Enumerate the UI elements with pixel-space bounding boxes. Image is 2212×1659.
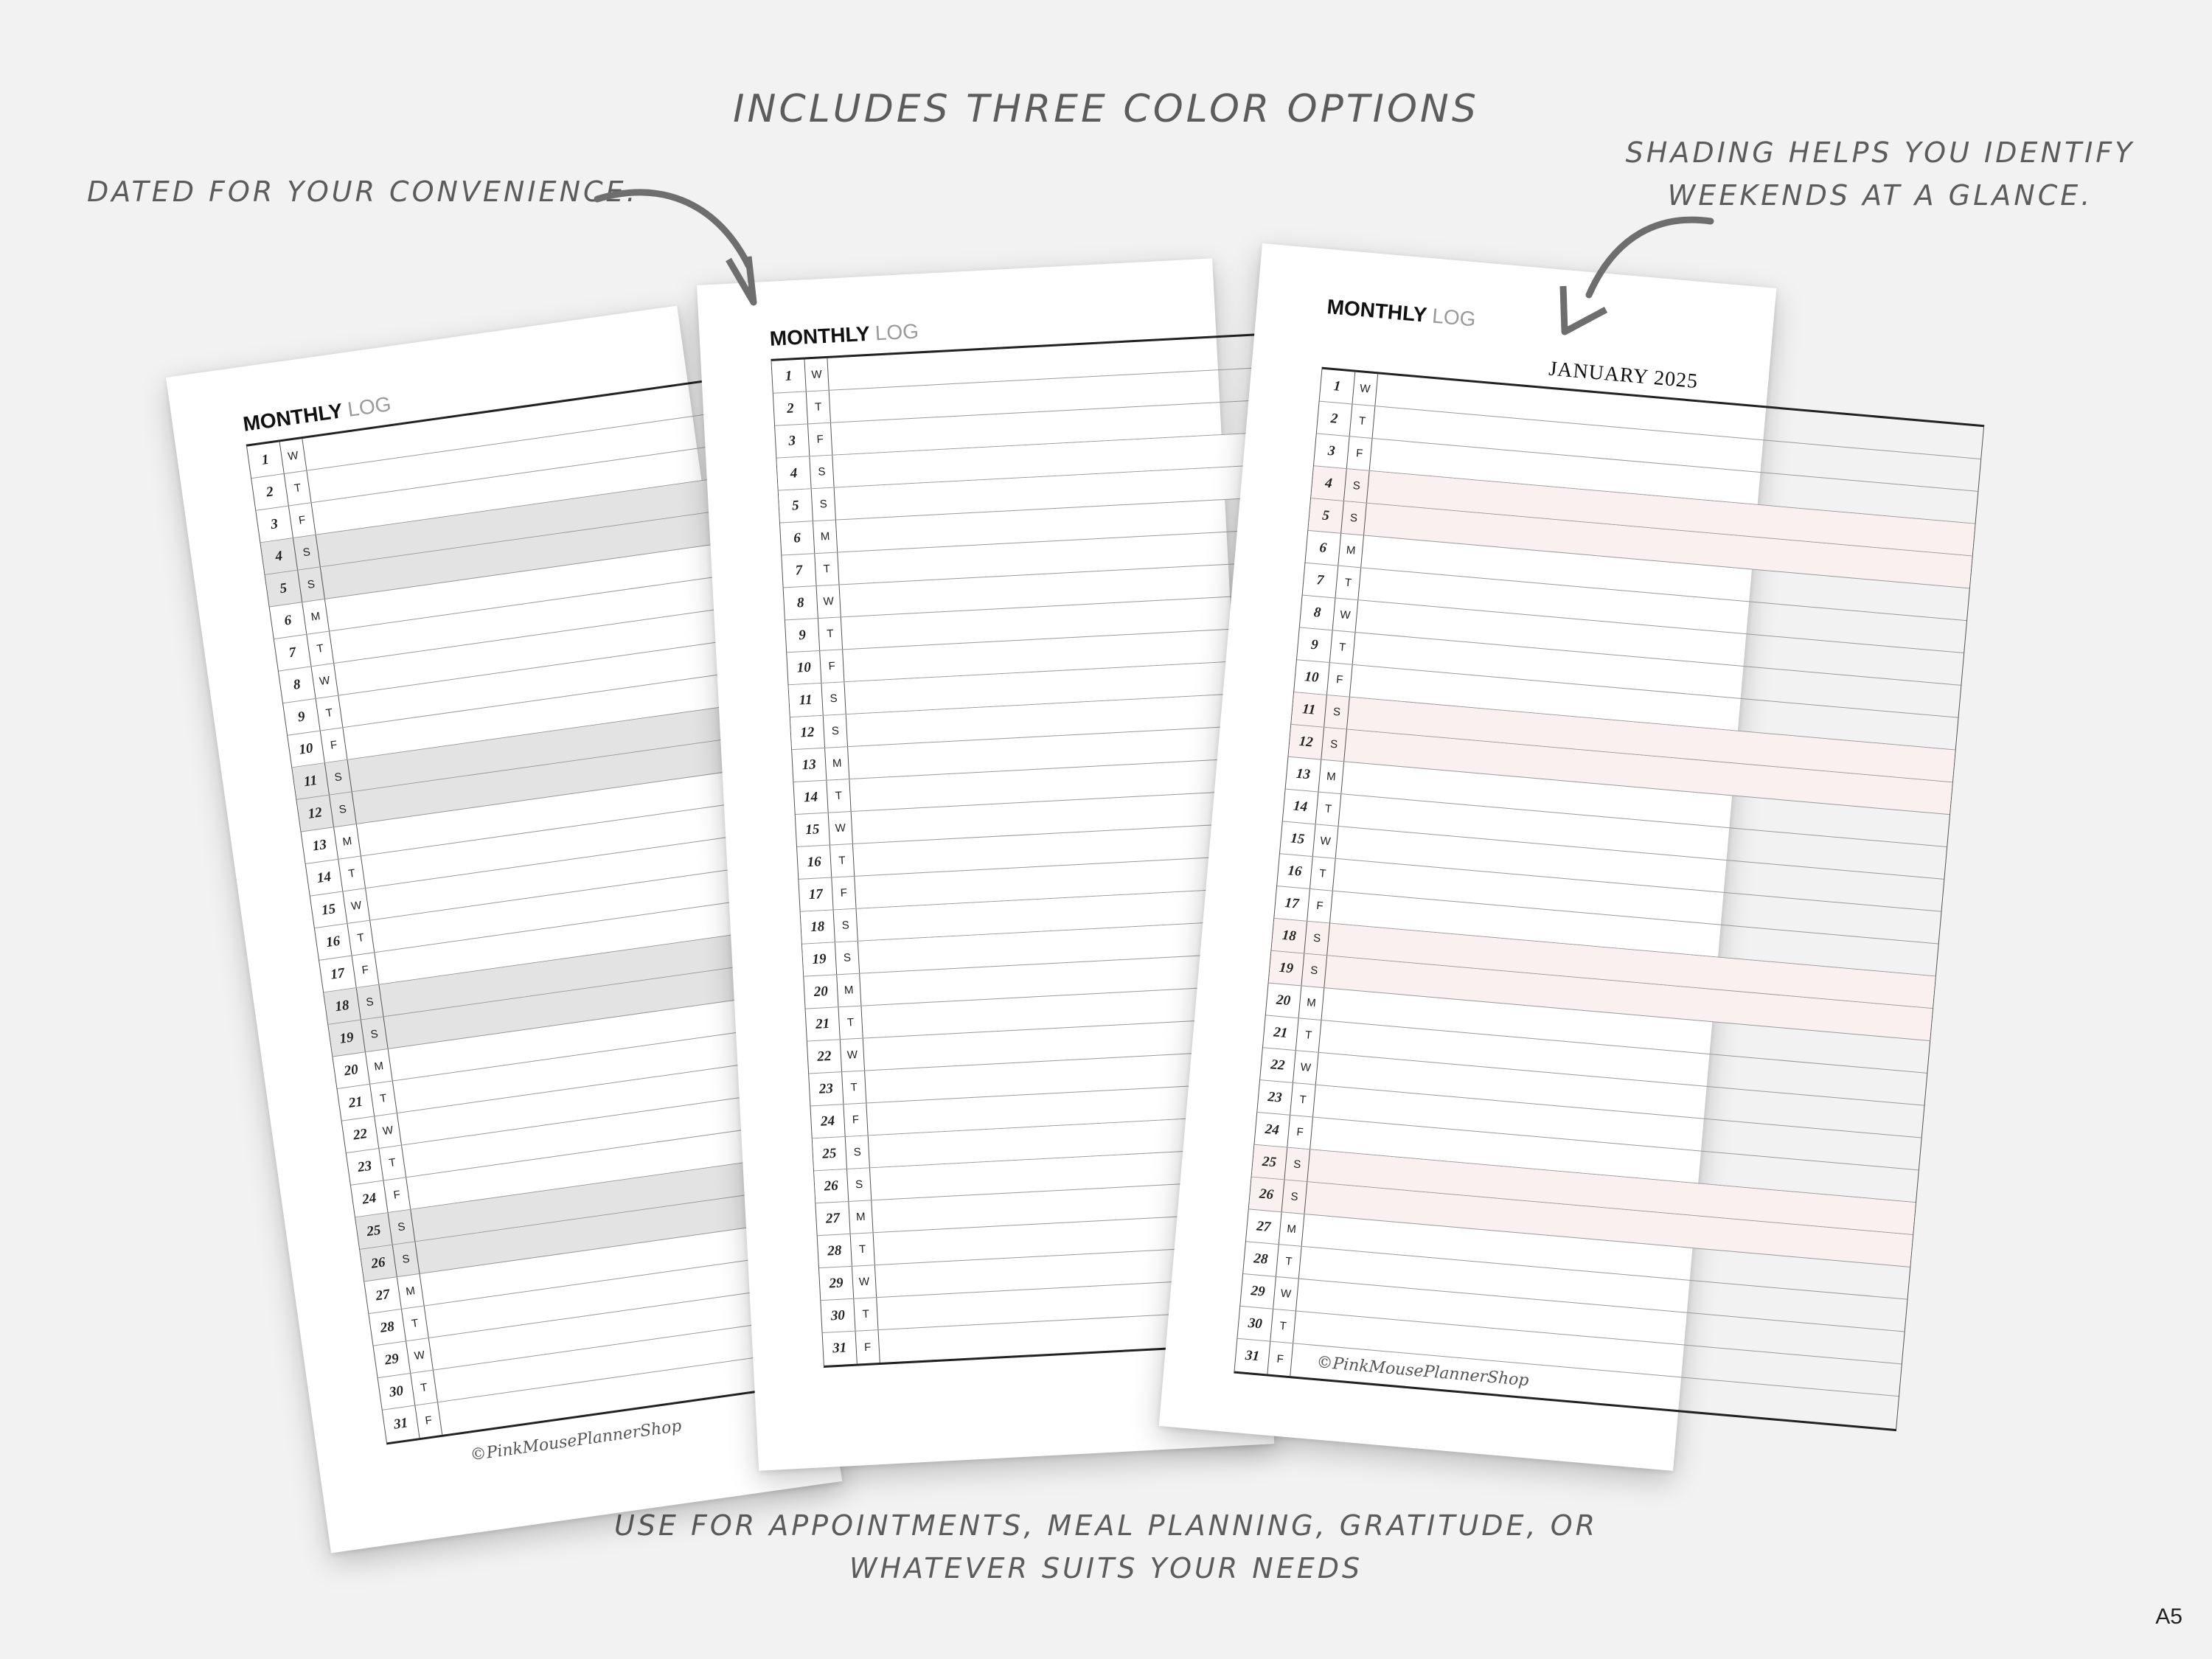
day-number: 28 [818,1234,852,1267]
day-number: 20 [333,1052,370,1088]
weekday-letter: W [1293,1051,1319,1085]
usage-caption-line-2: WHATEVER SUITS YOUR NEEDS [849,1552,1363,1585]
day-number: 19 [1269,951,1305,986]
weekday-letter: T [1330,630,1356,664]
shading-caption-line-1: SHADING HELPS YOU IDENTIFY [1625,136,2135,169]
weekday-letter: T [370,1081,397,1116]
day-number: 17 [1274,886,1310,921]
day-number: 9 [1297,627,1333,662]
day-number: 27 [815,1202,850,1235]
day-number: 27 [1246,1209,1282,1244]
weekday-letter: W [406,1338,434,1373]
day-number: 30 [378,1374,416,1410]
weekday-letter: T [1316,792,1342,826]
weekday-letter: M [1318,760,1344,794]
weekday-letter: S [1341,501,1367,535]
weekday-letter: S [821,682,846,715]
day-number: 13 [1286,757,1322,792]
day-number: 18 [801,910,835,943]
title-light: LOG [346,392,393,421]
weekday-letter: W [829,812,853,845]
weekday-letter: S [834,909,858,942]
weekday-letter: S [357,985,384,1020]
weekday-letter: T [1310,857,1336,891]
day-number: 20 [804,975,838,1008]
weekday-letter: T [1350,405,1376,439]
day-number: 6 [780,521,815,554]
weekday-letter: W [817,585,841,618]
day-number: 15 [310,891,348,928]
day-number: 6 [1306,531,1342,566]
day-number: 5 [1308,498,1344,533]
day-number: 31 [383,1405,420,1442]
dated-caption: DATED FOR YOUR CONVENIENCE. [87,175,639,208]
day-number: 4 [776,456,811,490]
weekday-letter: M [1299,986,1325,1020]
day-number: 12 [1288,725,1324,759]
day-number: 4 [260,538,298,574]
weekday-letter: F [1307,889,1333,923]
day-number: 5 [265,571,303,607]
headline-caption: INCLUDES THREE COLOR OPTIONS [733,87,1479,131]
title-bold: MONTHLY [769,321,870,350]
day-number: 14 [306,860,344,896]
monthly-log-title [769,319,919,351]
day-number: 9 [283,699,321,735]
day-number: 22 [807,1040,842,1073]
weekday-letter: S [824,714,848,748]
day-number: 31 [823,1332,858,1366]
weekday-letter: S [847,1168,872,1201]
weekday-letter: F [1267,1342,1293,1377]
weekday-letter: W [1333,598,1359,632]
day-number: 30 [821,1299,855,1332]
weekday-letter: S [1324,695,1350,729]
day-number: 16 [797,846,832,879]
day-number: 19 [802,942,837,975]
weekday-letter: S [393,1242,420,1276]
day-number: 17 [319,956,357,992]
day-number: 9 [785,619,820,652]
day-number: 22 [1260,1048,1296,1082]
day-number: 11 [1291,692,1327,727]
day-number: 14 [1283,790,1319,824]
title-bold: MONTHLY [1326,295,1428,327]
day-number: 8 [279,667,316,703]
weekday-letter: S [1344,469,1370,503]
weekday-letter: F [1287,1116,1313,1150]
day-number: 26 [1249,1178,1285,1212]
day-grid [1234,367,1984,1431]
month-label: JANUARY 2025 [1548,357,1700,394]
day-number: 3 [775,424,810,457]
day-number: 14 [793,781,828,814]
weekday-letter: T [307,631,334,666]
day-number: 1 [247,442,285,478]
weekday-letter: W [343,888,370,923]
weekday-letter: F [832,877,856,910]
weekday-letter: F [289,503,316,538]
day-number: 24 [810,1105,845,1138]
weekday-letter: S [810,456,834,489]
weekday-letter: W [280,439,307,473]
weekday-letter: S [330,792,357,827]
weekday-letter: F [384,1178,411,1212]
title-light: LOG [874,319,919,345]
weekday-letter: T [1270,1310,1296,1343]
day-number: 22 [342,1116,380,1152]
weekday-letter: S [1284,1148,1310,1182]
day-number: 20 [1266,984,1302,1018]
weekday-letter: T [854,1298,878,1331]
weekday-letter: W [312,664,339,698]
day-number: 3 [1314,434,1350,468]
weekday-letter: F [352,953,380,987]
weekday-letter: T [411,1371,438,1405]
weekday-letter: W [804,358,829,392]
day-number: 21 [338,1085,375,1121]
day-number: 15 [796,813,830,846]
day-number: 10 [288,731,325,767]
day-number: 25 [355,1213,393,1249]
day-number: 16 [315,924,352,960]
day-number: 6 [270,602,307,639]
weekday-letter: S [1282,1180,1308,1214]
weekday-letter: T [1276,1245,1302,1279]
size-label: A5 [2155,1604,2183,1629]
weekday-letter: T [379,1146,406,1180]
brand-signature: ©PinkMousePlannerShop [469,1416,683,1465]
day-number: 8 [1300,596,1336,630]
weekday-letter: T [402,1306,429,1340]
day-number: 1 [1320,369,1356,404]
day-number: 3 [256,506,293,542]
shading-caption-line-2: WEEKENDS AT A GLANCE. [1667,179,2093,212]
weekday-letter: M [837,974,861,1007]
weekday-letter: S [846,1135,870,1169]
day-number: 1 [772,359,807,392]
planner-page-pink [1159,243,1777,1471]
weekday-letter: M [1338,534,1364,568]
weekday-letter: M [813,521,838,554]
weekday-letter: T [285,471,312,506]
day-number: 29 [1240,1274,1276,1309]
weekday-letter: F [321,728,348,762]
day-number: 26 [360,1245,397,1281]
weekday-letter: W [1313,824,1339,858]
day-number: 26 [814,1169,849,1203]
monthly-log-title [1326,295,1476,332]
weekday-letter: M [1279,1212,1305,1246]
weekday-letter: W [1273,1277,1299,1311]
weekday-letter: F [820,650,844,683]
usage-caption-line-1: USE FOR APPOINTMENTS, MEAL PLANNING, GRATITUDE, OR [613,1509,1599,1542]
day-number: 12 [296,796,334,832]
day-number: 21 [806,1007,841,1040]
day-number: 13 [302,827,339,863]
weekday-letter: W [375,1113,402,1148]
day-number: 28 [1243,1242,1279,1276]
weekday-letter: S [361,1017,389,1051]
day-number: 18 [1271,919,1307,953]
weekday-letter: S [1301,954,1327,988]
day-number: 25 [1252,1145,1288,1180]
weekday-letter: T [1336,566,1362,600]
weekday-letter: T [851,1233,875,1266]
day-number: 2 [251,474,289,510]
day-number: 5 [779,489,813,522]
weekday-letter: M [849,1200,873,1234]
weekday-letter: T [827,779,851,813]
day-number: 7 [274,635,312,671]
day-number: 11 [292,763,330,799]
weekday-letter: F [808,423,832,456]
shading-caption [1563,131,2197,217]
weekday-letter: F [1347,437,1373,470]
curved-arrow-right-icon [1534,206,1725,347]
day-number: 25 [813,1137,847,1170]
day-number: 16 [1277,854,1313,888]
day-number: 28 [369,1310,406,1346]
weekday-letter: S [298,567,325,602]
weekday-letter: M [302,599,330,634]
weekday-letter: S [835,942,860,975]
day-number: 8 [784,586,818,619]
weekday-letter: T [842,1071,866,1105]
day-number: 15 [1280,821,1316,856]
weekday-letter: S [293,535,321,570]
weekday-letter: S [325,760,352,795]
weekday-letter: S [1321,728,1347,762]
weekday-letter: S [389,1210,416,1245]
weekday-letter: T [815,552,839,585]
day-number: 17 [799,878,833,911]
day-number: 2 [773,392,808,425]
day-number: 31 [1235,1339,1271,1374]
day-number: 7 [782,554,816,587]
day-number: 23 [809,1072,844,1105]
day-number: 24 [1254,1113,1290,1147]
weekday-letter: F [856,1330,880,1364]
day-number: 30 [1237,1307,1273,1341]
weekday-letter: M [397,1274,425,1309]
day-number: 29 [374,1341,411,1377]
weekday-letter: F [844,1103,868,1136]
weekday-letter: T [1290,1083,1316,1117]
weekday-letter: T [316,696,344,731]
day-number: 19 [328,1020,366,1057]
weekday-letter: M [825,747,849,780]
weekday-letter: T [807,391,831,424]
title-bold: MONTHLY [241,399,344,436]
weekday-letter: M [366,1049,393,1084]
weekday-letter: W [841,1039,865,1072]
day-number: 11 [789,684,824,717]
day-number: 18 [324,988,361,1024]
weekday-letter: T [348,921,375,956]
day-number: 29 [819,1267,854,1300]
weekday-letter: W [852,1265,877,1298]
weekday-letter: F [415,1402,442,1438]
weekday-letter: S [1304,922,1330,956]
weekday-letter: W [1353,372,1379,406]
day-number: 13 [792,748,827,782]
day-number: 23 [1257,1080,1293,1115]
weekday-letter: M [334,824,361,859]
weekday-letter: T [818,617,843,650]
brand-signature: ©PinkMousePlannerShop [1315,1353,1530,1391]
weekday-letter: T [1296,1018,1322,1052]
weekday-letter: T [830,844,855,877]
day-number: 24 [351,1180,389,1217]
curved-arrow-left-icon [590,177,782,324]
day-number: 27 [364,1277,402,1313]
weekday-letter: T [338,856,366,891]
day-number: 12 [790,716,825,749]
weekday-letter: S [812,488,836,521]
weekday-letter: F [1327,663,1353,697]
day-number: 2 [1317,402,1353,437]
title-light: LOG [1431,304,1477,331]
day-number: 21 [1263,1015,1299,1050]
day-number: 7 [1303,563,1339,598]
day-number: 23 [347,1149,384,1185]
weekday-letter: T [839,1006,863,1040]
day-number: 4 [1311,466,1347,501]
day-number: 10 [1294,660,1330,695]
day-number: 10 [787,651,821,684]
